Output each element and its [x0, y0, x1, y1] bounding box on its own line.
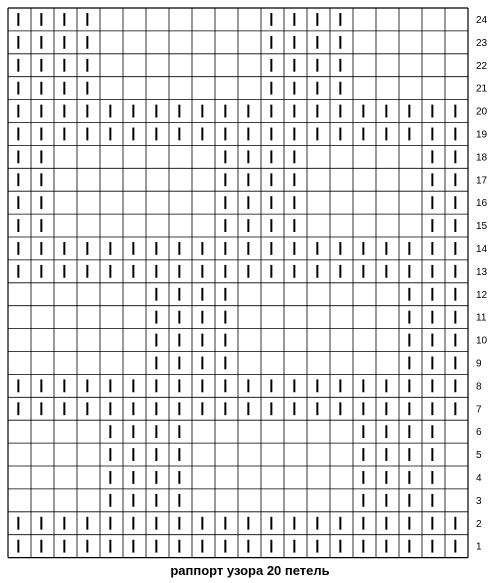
row-number-label: 20 — [476, 106, 488, 118]
row-number-label: 8 — [476, 381, 482, 393]
row-number-label: 18 — [476, 152, 488, 164]
row-number-label: 2 — [476, 518, 482, 530]
row-number-label: 19 — [476, 129, 488, 141]
row-number-label: 10 — [476, 335, 488, 347]
row-number-label: 22 — [476, 60, 488, 72]
row-number-label: 7 — [476, 404, 482, 416]
row-number-label: 23 — [476, 37, 488, 49]
row-number-label: 21 — [476, 83, 488, 95]
row-number-label: 4 — [476, 472, 482, 484]
row-number-label: 1 — [476, 541, 482, 553]
row-number-label: 16 — [476, 198, 488, 210]
chart-grid — [8, 8, 468, 558]
row-number-label: 14 — [476, 243, 488, 255]
row-number-label: 6 — [476, 427, 482, 439]
row-number-label: 12 — [476, 289, 488, 301]
row-number-label: 13 — [476, 266, 488, 278]
row-number-label: 17 — [476, 175, 488, 187]
row-number-label: 9 — [476, 358, 482, 370]
row-number-label: 3 — [476, 495, 482, 507]
row-number-label: 5 — [476, 450, 482, 462]
row-number-labels — [476, 15, 488, 553]
row-number-label: 15 — [476, 221, 488, 233]
row-number-label: 24 — [476, 14, 488, 26]
chart-caption: раппорт узора 20 петель — [170, 563, 330, 578]
row-number-label: 11 — [476, 312, 487, 324]
